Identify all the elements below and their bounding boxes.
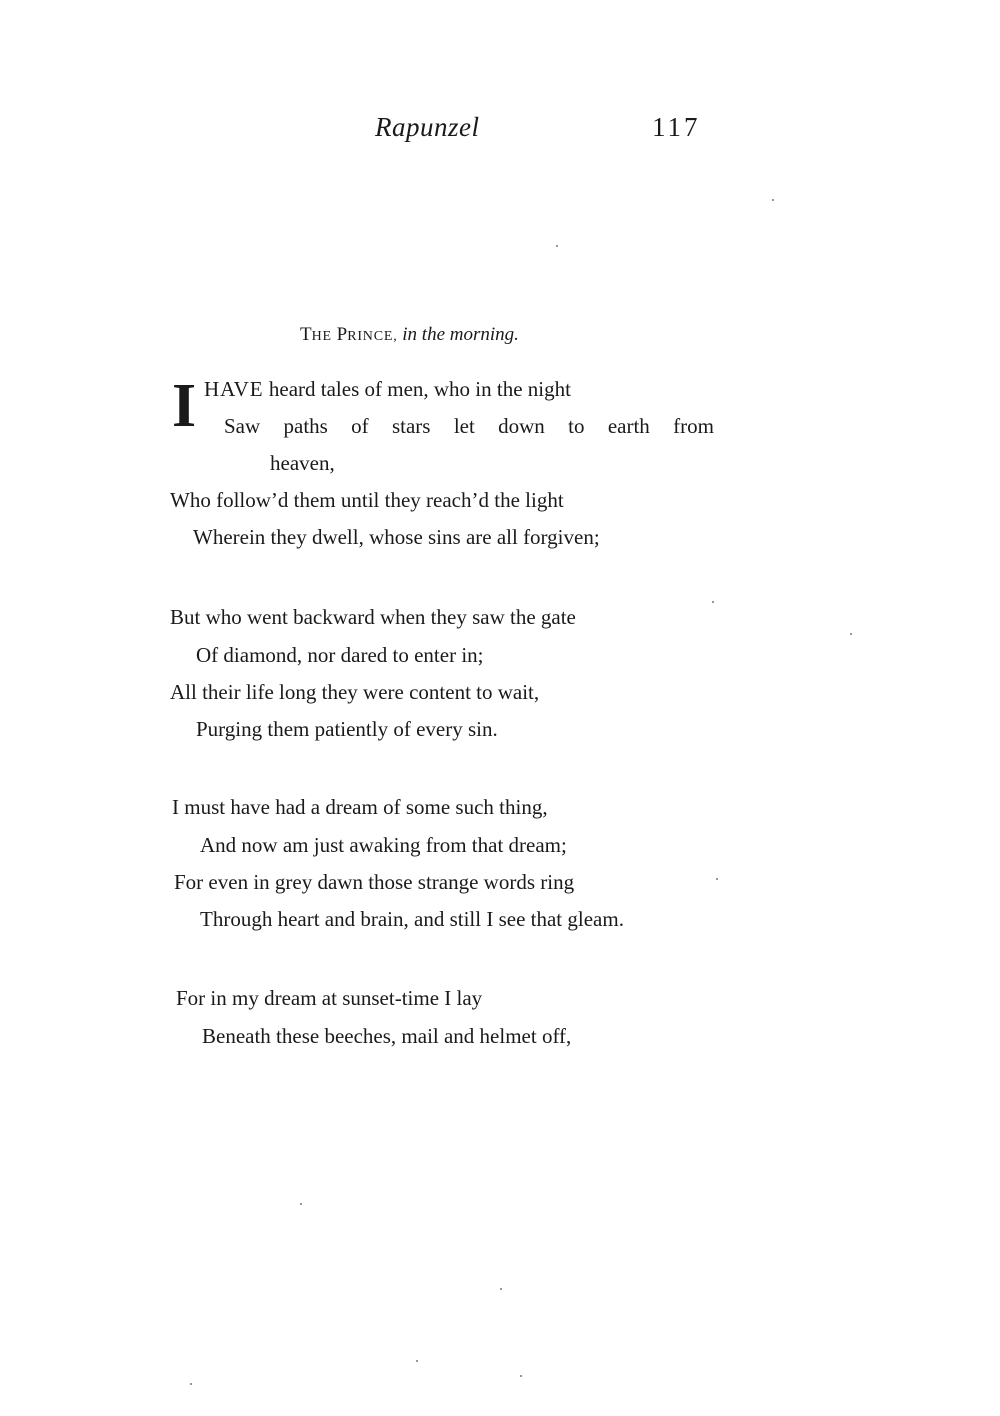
poem-line: heaven,: [270, 451, 335, 475]
word: of: [351, 414, 369, 438]
poem-line: Of diamond, nor dared to enter in;: [196, 643, 484, 667]
scan-speck: [712, 601, 714, 603]
poem-line: I must have had a dream of some such thing,: [172, 795, 548, 819]
word: Saw: [224, 414, 261, 438]
scan-speck: [772, 199, 774, 201]
poem-line: Beneath these beeches, mail and helmet off,: [202, 1024, 572, 1048]
line-text: heard tales of men, who in the night: [263, 377, 571, 401]
word: stars: [391, 414, 431, 438]
scan-speck: [500, 1288, 502, 1290]
scan-speck: [850, 633, 852, 635]
stage-direction: in the morning.: [402, 324, 519, 345]
running-title: Rapunzel: [375, 112, 480, 142]
word: down: [498, 414, 545, 438]
poem-line: And now am just awaking from that dream;: [200, 833, 567, 857]
word: to: [568, 414, 585, 438]
word: earth: [607, 414, 650, 438]
word: let: [453, 414, 475, 438]
poem-line: For in my dream at sunset-time I lay: [176, 986, 483, 1010]
poem-line: Who follow’d them until they reach’d the light: [170, 488, 564, 512]
scan-speck: [716, 878, 718, 880]
poem-line-justified: [224, 416, 714, 437]
scan-speck: [190, 1383, 192, 1385]
speaker-smallcaps-1: HE: [311, 329, 332, 344]
word: from: [673, 414, 714, 438]
poem-line: Wherein they dwell, whose sins are all forgiven;: [193, 525, 600, 549]
poem-line: All their life long they were content to wait,: [170, 680, 540, 704]
scan-speck: [556, 245, 558, 247]
page-number: 117: [652, 112, 701, 142]
scan-speck: [520, 1375, 522, 1377]
speaker-initial-2: P: [336, 324, 348, 345]
scan-speck: [300, 1203, 302, 1205]
word: paths: [283, 414, 328, 438]
speaker-smallcaps-2: RINCE,: [347, 329, 398, 344]
drop-cap: I: [172, 372, 197, 440]
poem-line: [204, 379, 571, 400]
poem-line: Through heart and brain, and still I see that gleam.: [200, 907, 624, 931]
scan-speck: [416, 1360, 418, 1362]
speaker-initial-1: T: [300, 324, 312, 345]
poem-line: But who went backward when they saw the gate: [170, 605, 576, 629]
poem-line: For even in grey dawn those strange words ring: [174, 870, 575, 894]
poem-line: Purging them patiently of every sin.: [196, 717, 498, 741]
first-word: HAVE: [204, 377, 264, 401]
